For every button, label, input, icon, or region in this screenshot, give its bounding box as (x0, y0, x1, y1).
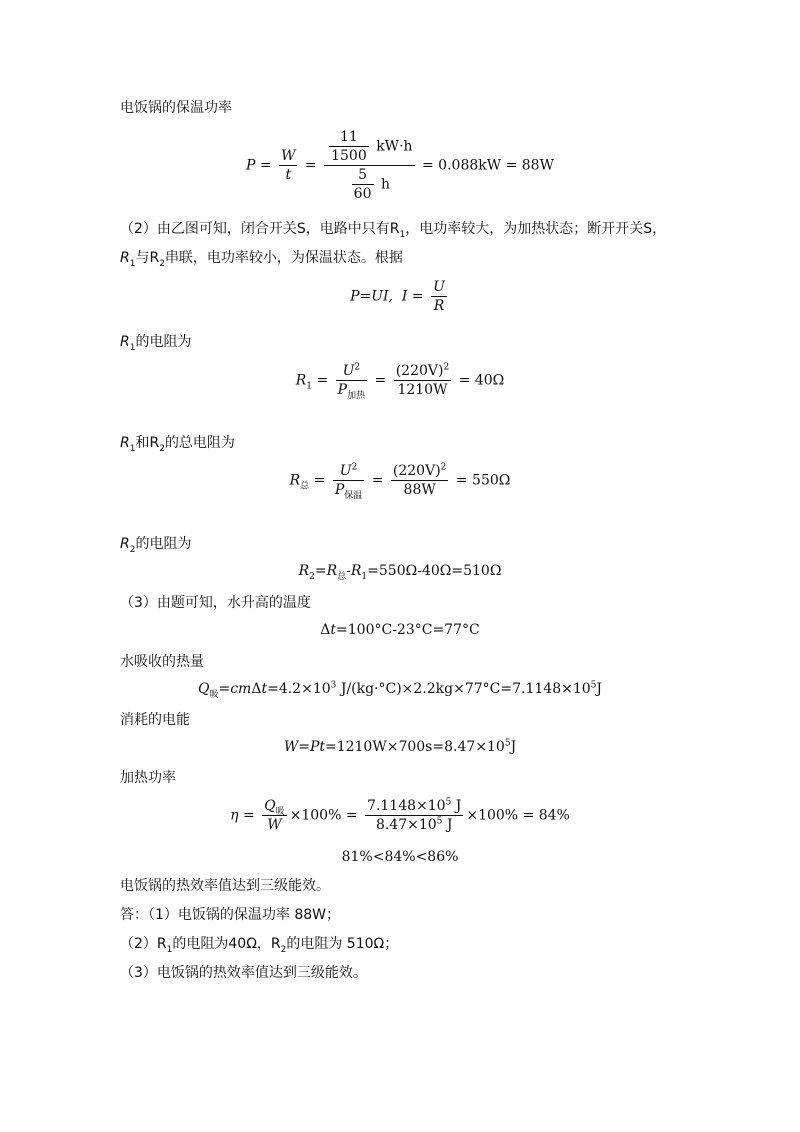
equation-total-resistance: $R_总$ = $\frac{U^2}{P_{保温}}$ = $\frac{(220V)^2}{88W}$ = 550Ω (289, 462, 511, 501)
answer-part-3: （3）电饭锅的热效率值达到三级能效。 (120, 965, 367, 981)
heading-r1-resistance: $R_1$的电阻为 (120, 334, 192, 353)
heading-keep-warm-power: 电饭锅的保温功率 (120, 100, 232, 116)
conclusion-efficiency: 电饭锅的热效率值达到三级能效。 (120, 878, 330, 894)
equation-efficiency: η = $\frac{Q_吸}{W}$ ×100% = $\frac{7.1148\times 10^5 J}{8.47\times 10^5 J}$ ×100% = 84% (230, 797, 570, 833)
answer-part-1: 答：（1）电饭锅的保温功率 88W； (120, 907, 341, 923)
equation-power-current: P=UI, I = $\frac{U}{R}$ (350, 279, 445, 314)
paragraph-heating-state: （2）由乙图可知，闭合开关S，电路中只有$R_1$，电功率较大，为加热状态；断开开关S， (120, 221, 667, 240)
heading-total-resistance: $R_1$和$R_2$的总电阻为 (120, 435, 235, 454)
equation-r2: $R_2=R_总-R_1=550\Omega-40\Omega=510\Omega$ (298, 563, 502, 582)
heading-heating-efficiency: 加热功率 (120, 770, 176, 786)
heading-r2-resistance: $R_2$的电阻为 (120, 536, 192, 555)
equation-delta-t: Δt=100°C-23°C=77°C (320, 622, 480, 638)
equation-keep-warm-power: P = $\frac{W}{t}$ = $\frac{11}{1500}$ kW·h $\frac{5}{60}$ h = 0.088kW = 88W (246, 129, 554, 202)
paragraph-temperature-rise: （3）由题可知，水升高的温度 (120, 595, 311, 611)
equation-energy-consumed: $W=Pt=1210W\times 700s=8.47\times 10^5J$ (283, 738, 517, 755)
heading-heat-absorbed: 水吸收的热量 (120, 654, 204, 670)
answer-part-2: $(2)R_1$的电阻为40Ω，$R_2$的电阻为 510Ω； (120, 936, 399, 955)
heading-energy-consumed: 消耗的电能 (120, 712, 190, 728)
equation-efficiency-range: 81%<84%<86% (341, 849, 459, 865)
equation-heat-absorbed: $Q_吸=cm\Delta t=4.2\times 10^3$ $J/(kg\cdot^\circ C)\times 2.2kg\times 77^\circ C=7.1148\times 10^5J$ (197, 680, 603, 700)
equation-r1: $R_1$ = $\frac{U^2}{P_{加热}}$ = $\frac{(220V)^2}{1210W}$ = 40Ω (295, 362, 505, 401)
paragraph-series-state: $R_1$与$R_2$串联，电功率较小，为保温状态。根据 (120, 250, 403, 269)
